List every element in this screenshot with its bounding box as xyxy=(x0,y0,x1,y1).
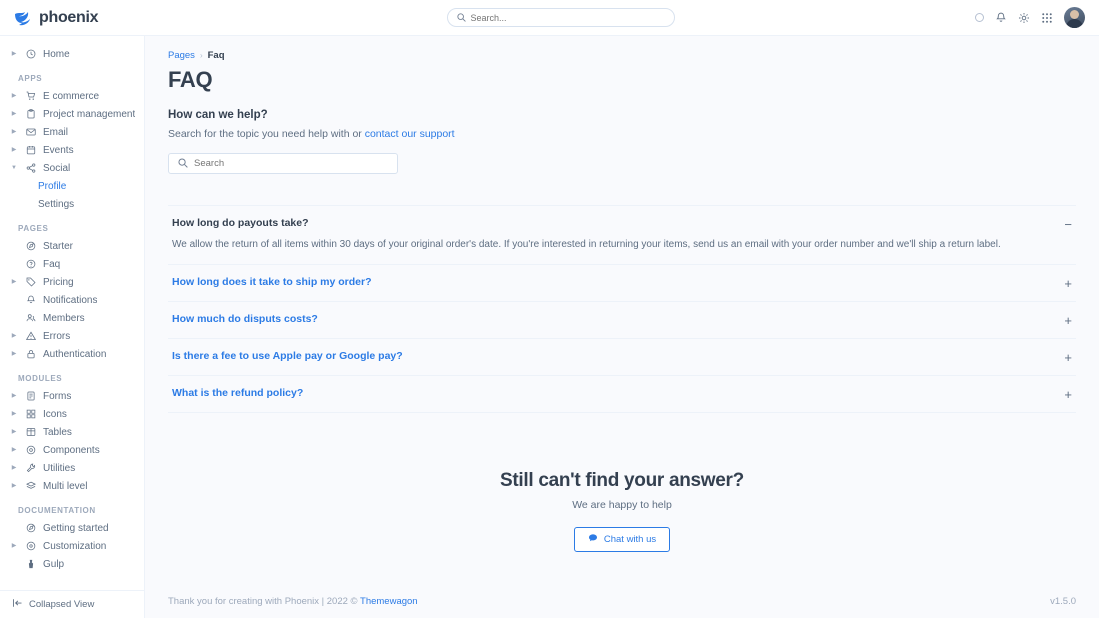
grid-icon xyxy=(24,409,37,419)
sidebar-item-forms[interactable] xyxy=(0,387,144,405)
faq-accordion xyxy=(168,205,1076,413)
sidebar-item-pricing[interactable] xyxy=(0,273,144,291)
sidebar-item-label: E commerce xyxy=(43,90,100,102)
sidebar-item-label: Customization xyxy=(43,540,107,552)
sidebar-item-label: Tables xyxy=(43,426,72,438)
help-subtitle xyxy=(168,128,1076,140)
breadcrumb-separator-icon: › xyxy=(199,51,203,60)
layers-icon xyxy=(24,481,37,491)
faq-item-header[interactable] xyxy=(172,387,1072,401)
wrench-icon xyxy=(24,463,37,473)
sidebar xyxy=(0,36,145,618)
sidebar-item-label: Errors xyxy=(43,330,71,342)
app-body xyxy=(0,36,1099,618)
chevron-right-icon: ▶ xyxy=(11,543,17,549)
chevron-right-icon: ▶ xyxy=(11,93,17,99)
footer-credit xyxy=(168,596,418,607)
sidebar-nav xyxy=(0,36,144,590)
clipboard-icon xyxy=(24,109,37,119)
chevron-right-icon: ▶ xyxy=(11,147,17,153)
share-icon xyxy=(24,163,37,173)
breadcrumb-current: Faq xyxy=(207,50,225,61)
clock-icon xyxy=(24,49,37,59)
top-navbar xyxy=(0,0,1099,36)
sidebar-item-icons[interactable] xyxy=(0,405,144,423)
cant-find-answer-section xyxy=(168,470,1076,552)
chevron-right-icon: ▶ xyxy=(11,111,17,117)
sidebar-section-pages: PAGES xyxy=(18,224,49,233)
faq-question: How long does it take to ship my order? xyxy=(172,275,372,288)
sidebar-subitem-settings[interactable]: Settings xyxy=(38,198,75,210)
rocket-icon xyxy=(24,241,37,251)
chevron-down-icon: ▼ xyxy=(11,165,17,171)
minus-icon[interactable]: − xyxy=(1064,217,1072,232)
footer-credit-text: Thank you for creating with Phoenix | 2022 © xyxy=(168,595,361,607)
sidebar-item-label: Components xyxy=(43,444,100,456)
sidebar-item-label: Email xyxy=(43,126,69,138)
sidebar-item-gulp[interactable] xyxy=(0,555,144,573)
help-title: How can we help? xyxy=(168,109,268,121)
brand[interactable] xyxy=(14,9,146,27)
faq-answer: We allow the return of all items within 30 days of your original order's date. If you're interested in returning your items, send us an email with your order number and we'll ship a return label. xyxy=(172,239,1001,250)
faq-item xyxy=(168,302,1076,339)
faq-question: How much do disputs costs? xyxy=(172,312,318,325)
sidebar-item-members[interactable] xyxy=(0,309,144,327)
cart-icon xyxy=(24,91,37,101)
sidebar-section-documentation: DOCUMENTATION xyxy=(18,506,96,515)
sidebar-item-label: Icons xyxy=(43,408,67,420)
phoenix-bird-icon xyxy=(14,10,32,26)
sidebar-item-label: Forms xyxy=(43,390,72,402)
sidebar-item-label: Multi level xyxy=(43,480,88,492)
sidebar-item-authentication[interactable] xyxy=(0,345,144,363)
sidebar-item-label: Pricing xyxy=(43,276,74,288)
sidebar-item-label: Social xyxy=(43,162,71,174)
chevron-right-icon: ▶ xyxy=(11,411,17,417)
plus-icon[interactable]: + xyxy=(1064,386,1072,402)
sliders-icon xyxy=(24,541,37,551)
compass-icon xyxy=(24,523,37,533)
topnav-search-wrap xyxy=(146,8,975,27)
help-subtitle-text: Search for the topic you need help with or xyxy=(168,128,365,140)
chevron-right-icon: ▶ xyxy=(11,333,17,339)
chat-with-us-button[interactable] xyxy=(574,527,670,552)
sidebar-item-project-management[interactable] xyxy=(0,105,144,123)
main-scroll xyxy=(145,36,1099,584)
chevron-right-icon: ▶ xyxy=(11,351,17,357)
sidebar-section-apps: APPS xyxy=(18,74,43,83)
faq-question: What is the refund policy? xyxy=(172,386,304,399)
faq-item xyxy=(168,376,1076,413)
theme-toggle-icon[interactable] xyxy=(975,13,984,22)
table-icon xyxy=(24,427,37,437)
collapsed-view-toggle[interactable] xyxy=(0,590,144,618)
plus-icon[interactable]: + xyxy=(1064,349,1072,365)
plus-icon[interactable]: + xyxy=(1064,312,1072,328)
collapse-icon xyxy=(12,598,23,611)
search-input[interactable] xyxy=(471,13,665,23)
lock-icon xyxy=(24,349,37,359)
faq-question: Is there a fee to use Apple pay or Google pay? xyxy=(172,349,403,362)
sidebar-item-social[interactable] xyxy=(0,159,144,177)
plus-icon[interactable]: + xyxy=(1064,275,1072,291)
bell-icon[interactable] xyxy=(995,12,1007,24)
gulp-icon xyxy=(24,559,37,569)
topnav-actions xyxy=(975,7,1085,28)
chevron-right-icon: ▶ xyxy=(11,483,17,489)
faq-item xyxy=(168,265,1076,302)
chevron-right-icon: ▶ xyxy=(11,279,17,285)
page-footer xyxy=(145,584,1099,618)
chevron-right-icon: ▶ xyxy=(11,393,17,399)
collapsed-view-label: Collapsed View xyxy=(29,599,95,610)
sidebar-section-modules: MODULES xyxy=(18,374,63,383)
users-icon xyxy=(24,313,37,323)
chevron-right-icon: ▶ xyxy=(11,129,17,135)
breadcrumb xyxy=(168,50,1076,61)
main-content xyxy=(145,36,1099,618)
cant-find-subtitle: We are happy to help xyxy=(572,498,672,511)
sidebar-item-notifications[interactable] xyxy=(0,291,144,309)
calendar-icon xyxy=(24,145,37,155)
faq-item-header[interactable] xyxy=(172,217,1072,231)
sidebar-subitem-profile[interactable]: Profile xyxy=(38,180,67,192)
question-circle-icon xyxy=(24,259,37,269)
faq-item-header[interactable] xyxy=(172,276,1072,290)
chevron-right-icon: ▶ xyxy=(11,447,17,453)
apps-grid-icon[interactable] xyxy=(1041,12,1053,24)
chat-with-us-label: Chat with us xyxy=(603,533,657,545)
cant-find-title: Still can't find your answer? xyxy=(500,469,744,491)
sidebar-item-label: Gulp xyxy=(43,558,65,570)
chevron-right-icon: ▶ xyxy=(11,465,17,471)
brand-name: phoenix xyxy=(39,8,99,26)
sidebar-item-label: Events xyxy=(43,144,74,156)
global-search[interactable] xyxy=(447,8,675,27)
sidebar-item-label: Faq xyxy=(43,258,61,270)
gear-icon[interactable] xyxy=(1018,12,1030,24)
faq-item xyxy=(168,206,1076,265)
form-icon xyxy=(24,391,37,401)
sidebar-item-components[interactable] xyxy=(0,441,144,459)
bell-icon xyxy=(24,295,37,305)
breadcrumb-parent[interactable]: Pages xyxy=(168,50,195,61)
components-icon xyxy=(24,445,37,455)
themewagon-link[interactable]: Themewagon xyxy=(360,595,418,607)
sidebar-item-label: Starter xyxy=(43,240,74,252)
faq-question: How long do payouts take? xyxy=(172,217,309,229)
faq-search[interactable] xyxy=(168,153,398,174)
sidebar-item-label: Members xyxy=(43,312,85,324)
sidebar-item-events[interactable] xyxy=(0,141,144,159)
sidebar-item-tables[interactable] xyxy=(0,423,144,441)
sidebar-item-getting-started[interactable] xyxy=(0,519,144,537)
sidebar-item-label: Utilities xyxy=(43,462,76,474)
sidebar-item-label: Authentication xyxy=(43,348,107,360)
sidebar-item-starter[interactable] xyxy=(0,237,144,255)
sidebar-item-label: Project management xyxy=(43,108,136,120)
sidebar-item-utilities[interactable] xyxy=(0,459,144,477)
search-icon xyxy=(178,157,188,171)
user-avatar[interactable] xyxy=(1064,7,1085,28)
sidebar-item-faq[interactable] xyxy=(0,255,144,273)
faq-item-header[interactable] xyxy=(172,313,1072,327)
chevron-right-icon: ▶ xyxy=(11,51,17,57)
sidebar-item-label: Getting started xyxy=(43,522,109,534)
sidebar-item-label: Home xyxy=(43,48,70,60)
contact-support-link[interactable]: contact our support xyxy=(364,128,455,140)
footer-version: v1.5.0 xyxy=(1050,595,1076,607)
chat-bubble-icon xyxy=(588,533,598,546)
sidebar-item-label: Notifications xyxy=(43,294,98,306)
faq-item xyxy=(168,339,1076,376)
search-icon xyxy=(457,11,466,25)
sidebar-item-email[interactable] xyxy=(0,123,144,141)
sidebar-item-customization[interactable] xyxy=(0,537,144,555)
sidebar-item-errors[interactable] xyxy=(0,327,144,345)
faq-search-input[interactable] xyxy=(194,158,388,169)
envelope-icon xyxy=(24,127,37,137)
sidebar-item-e-commerce[interactable] xyxy=(0,87,144,105)
chevron-right-icon: ▶ xyxy=(11,429,17,435)
warning-triangle-icon xyxy=(24,331,37,341)
sidebar-item-multi-level[interactable] xyxy=(0,477,144,495)
sidebar-item-home[interactable] xyxy=(0,45,144,63)
faq-item-header[interactable] xyxy=(172,350,1072,364)
tag-icon xyxy=(24,277,37,287)
page-title: FAQ xyxy=(168,67,213,92)
